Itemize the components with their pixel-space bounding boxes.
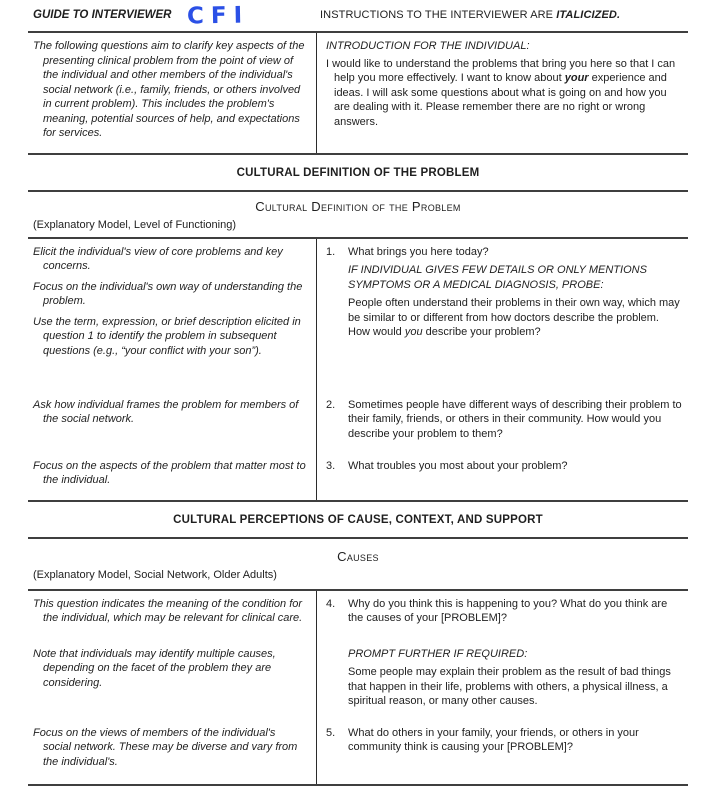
question-cell <box>316 720 688 784</box>
section2-scope: (Explanatory Model, Social Network, Older Adults) <box>33 569 277 582</box>
question-text: What brings you here today? <box>348 245 489 258</box>
section1-scope: (Explanatory Model, Level of Functioning) <box>33 219 236 232</box>
guide-paragraph: Ask how individual frames the problem for members of the social network. <box>33 398 299 426</box>
table-row <box>28 720 688 784</box>
section1-subtitle: Cultural Definition of the Problem <box>255 199 461 215</box>
probe-instruction: IF INDIVIDUAL GIVES FEW DETAILS OR ONLY MENTIONS SYMPTOMS OR A MEDICAL DIAGNOSIS, PROBE: <box>348 264 647 291</box>
question-2 <box>326 398 684 442</box>
guide-cell <box>28 591 316 641</box>
guide-to-interviewer-label: GUIDE TO INTERVIEWER <box>33 9 172 21</box>
section2-subtitle: Causes <box>337 549 379 565</box>
probe-text: Some people may explain their problem as the result of bad things that happen in their life, problems with others, a physical illness, a spiritual reason, or many other causes. <box>348 666 671 708</box>
guide-paragraph: Use the term, expression, or brief description elicited in question 1 to identify the problem in subsequent questions (e.g., “your conflict with your son”). <box>33 315 301 357</box>
intro-individual-cell <box>316 33 688 153</box>
intro-row <box>28 33 688 155</box>
question-number: 5. <box>326 726 336 739</box>
question-text: Sometimes people have different ways of describing their problem to their family, friends, or others in their community. How would you describe your problem to them? <box>348 398 682 440</box>
guide-paragraph: Note that individuals may identify multiple causes, depending on the facet of the problem they are considering. <box>33 647 276 689</box>
section2-table <box>28 589 688 786</box>
table-row <box>28 392 688 453</box>
section2-subhead <box>28 537 688 589</box>
question-1 <box>326 245 684 260</box>
question-3 <box>326 459 684 474</box>
guide-cell <box>28 392 316 453</box>
guide-cell <box>28 453 316 500</box>
handwritten-cfi-annotation: CFI <box>187 2 250 30</box>
question-cell <box>316 641 688 720</box>
section1-table <box>28 237 688 502</box>
guide-cell <box>28 239 316 392</box>
question-cell <box>316 453 688 500</box>
question-text: What do others in your family, your friends, or others in your community think is causing your [PROBLEM]? <box>348 726 639 754</box>
table-row <box>28 453 688 500</box>
section1-title: CULTURAL DEFINITION OF THE PROBLEM <box>236 167 480 179</box>
table-row <box>28 239 688 392</box>
header-row <box>28 0 688 33</box>
guide-to-interviewer-heading <box>28 2 316 31</box>
question-number: 3. <box>326 459 336 472</box>
probe-text: People often understand their problems in their own way, which may be similar to or different from how doctors describe the problem. How would you describe your problem? <box>348 297 680 339</box>
intro-guide-cell <box>28 33 316 153</box>
introduction-for-individual-heading: INTRODUCTION FOR THE INDIVIDUAL: <box>326 40 530 52</box>
table-row <box>28 641 688 720</box>
question-5 <box>326 726 684 755</box>
question-cell <box>316 591 688 641</box>
question-4 <box>326 597 684 626</box>
question-number: 4. <box>326 597 336 610</box>
question-cell <box>316 239 688 392</box>
table-row <box>28 591 688 641</box>
guide-paragraph: Focus on the individual's own way of understanding the problem. <box>33 280 303 308</box>
guide-paragraph: Focus on the aspects of the problem that matter most to the individual. <box>33 459 306 487</box>
section1-subhead <box>28 190 688 237</box>
question-cell <box>316 392 688 453</box>
guide-paragraph: This question indicates the meaning of the condition for the individual, which may be relevant for clinical care. <box>33 597 303 625</box>
introduction-body-text: I would like to understand the problems that bring you here so that I can help you more effectively. I want to know about your experience and ideas. I will ask some questions about what is going on and how you are dealing with it. Please remember there are no right or wrong answers. <box>326 57 676 128</box>
section2-title: CULTURAL PERCEPTIONS OF CAUSE, CONTEXT, AND SUPPORT <box>173 513 543 526</box>
probe-instruction: PROMPT FURTHER IF REQUIRED: <box>348 647 528 660</box>
question-number: 1. <box>326 245 336 258</box>
guide-cell <box>28 720 316 784</box>
guide-paragraph: Focus on the views of members of the individual's social network. These may be diverse and vary from the individual's. <box>33 726 298 768</box>
question-number: 2. <box>326 398 336 411</box>
cfi-document-page <box>28 0 688 786</box>
question-text: Why do you think this is happening to you? What do you think are the causes of your [PROBLEM]? <box>348 597 668 625</box>
intro-guide-text: The following questions aim to clarify key aspects of the presenting clinical problem from the point of view of the individual and other members of the individual's social network (i.e., family, friends, or others involved in current problem). This includes the problem's meaning, potential sources of help, and expectations for services. <box>33 40 305 140</box>
instructions-italicized-heading: INSTRUCTIONS TO THE INTERVIEWER ARE ITALICIZED. <box>320 9 621 21</box>
guide-cell <box>28 641 316 720</box>
guide-paragraph: Elicit the individual's view of core problems and key concerns. <box>33 245 283 273</box>
question-text: What troubles you most about your problem? <box>348 459 568 472</box>
